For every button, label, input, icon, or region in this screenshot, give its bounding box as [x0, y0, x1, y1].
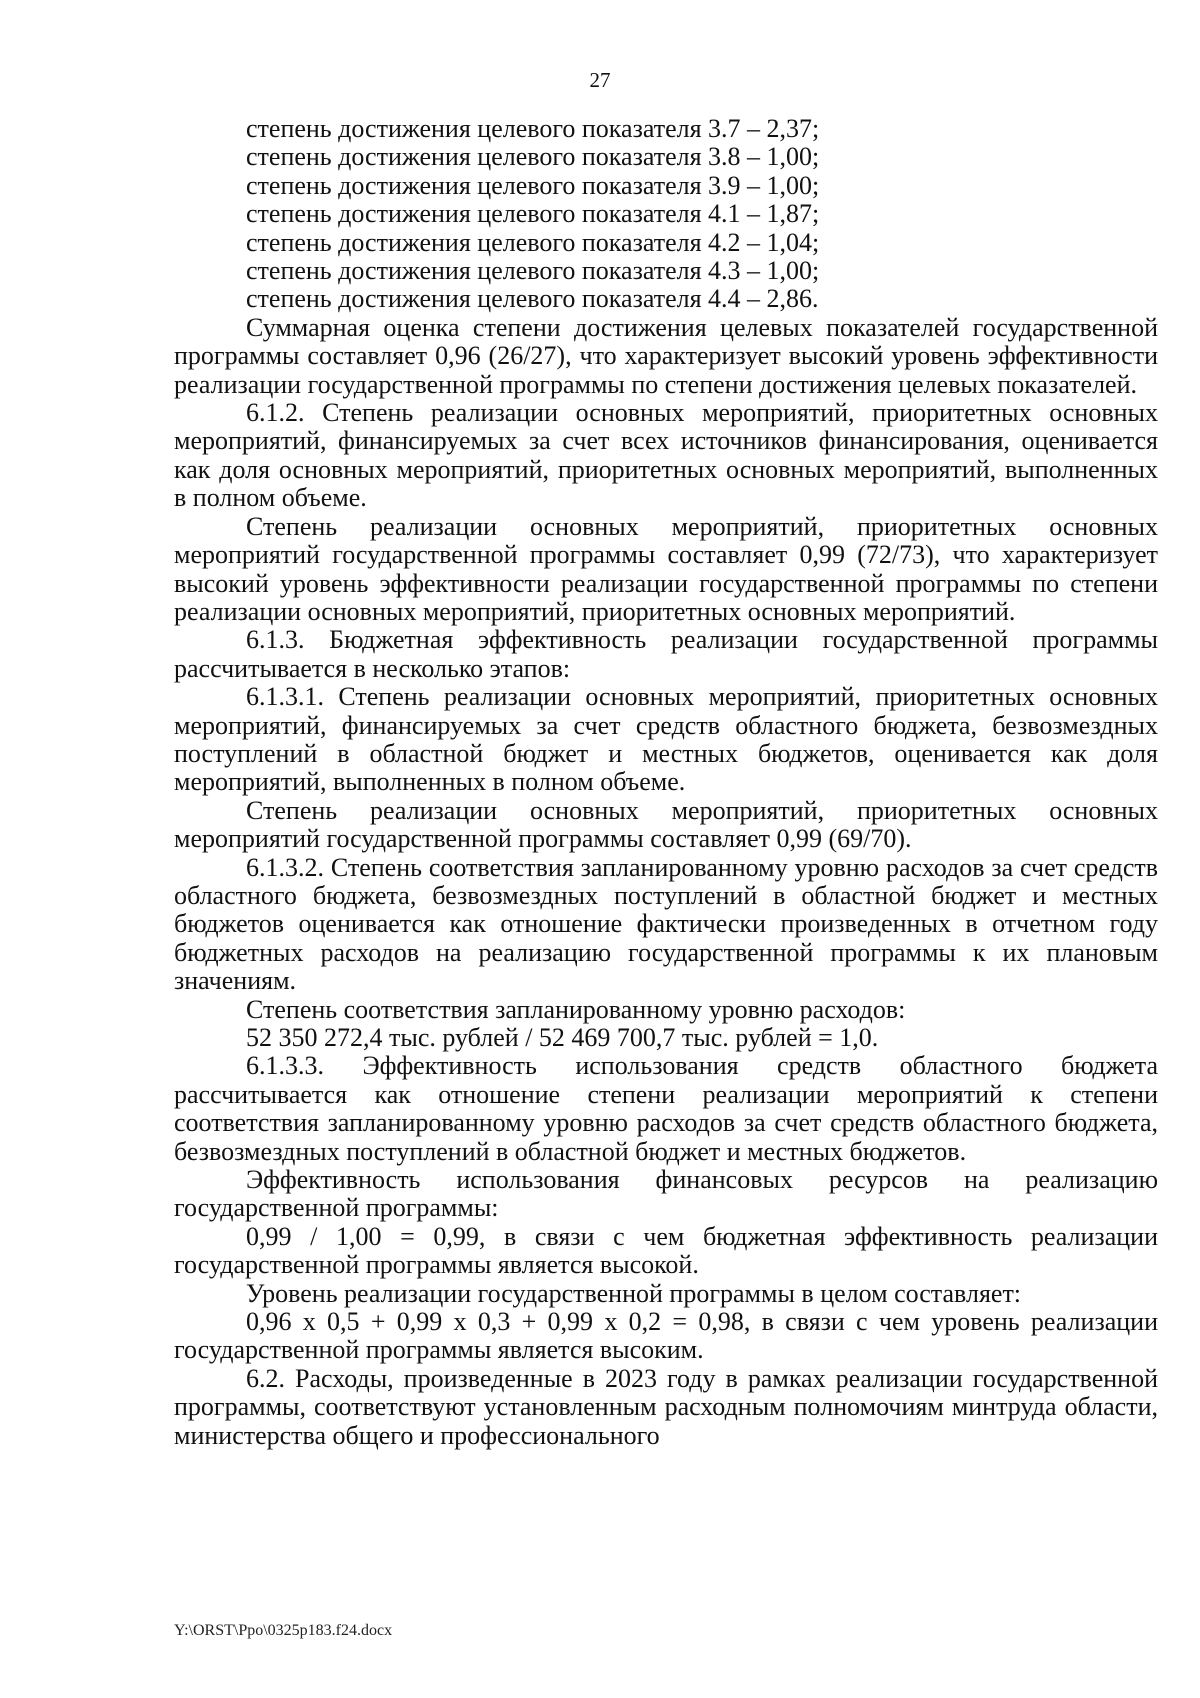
paragraph-6-2: 6.2. Расходы, произведенные в 2023 году в рамках реализации государственной программы, соответствуют установленным расходным полномочиям минтруда области, министерства общего и профессионального	[174, 1363, 1158, 1450]
formula-efficiency: 0,99 / 1,00 = 0,99, в связи с чем бюджетная эффективность реализации государственной программы является высокой.	[174, 1221, 1158, 1280]
indicator-line: степень достижения целевого показателя 4.3 – 1,00;	[246, 256, 820, 286]
paragraph-6-1-3-2: 6.1.3.2. Степень соответствия запланированному уровню расходов за счет средств областного бюджета, безвозмездных поступлений в областной бюджет и местных бюджетов оценивается как отношение фактически произведенных в отчетном году бюджетных расходов на реализацию государственной программы к их плановым значениям.	[174, 852, 1158, 996]
paragraph-6-1-2: 6.1.2. Степень реализации основных мероприятий, приоритетных основных мероприятий, финансируемых за счет всех источников финансирования, оценивается как доля основных мероприятий, приоритетных основных мероприятий, выполненных в полном объеме.	[174, 398, 1158, 513]
indicator-line: степень достижения целевого показателя 3.7 – 2,37;	[246, 114, 820, 143]
paragraph-expense-compliance: Степень соответствия запланированному уровню расходов:	[246, 994, 906, 1024]
paragraph-implementation-degree-2: Степень реализации основных мероприятий, приоритетных основных мероприятий государственной программы составляет 0,99 (69/70).	[174, 795, 1158, 854]
paragraph-6-1-3-3: 6.1.3.3. Эффективность использования средств областного бюджета рассчитывается как отношение степени реализации мероприятий к степени соответствия запланированному уровню расходов за счет средств областного бюджета, безвозмездных поступлений в областной бюджет и местных бюджетов.	[174, 1051, 1158, 1166]
document-body	[174, 115, 1158, 1450]
file-path-footer: Y:\ORST\Ppo\0325p183.f24.docx	[174, 1622, 393, 1639]
paragraph-financial-efficiency: Эффективность использования финансовых ресурсов на реализацию государственной программы:	[174, 1165, 1158, 1223]
indicator-line: степень достижения целевого показателя 3.8 – 1,00;	[246, 142, 820, 172]
formula-expenses: 52 350 272,4 тыс. рублей / 52 469 700,7 тыс. рублей = 1,0.	[246, 1023, 879, 1052]
indicator-line: степень достижения целевого показателя 4.2 – 1,04;	[246, 227, 820, 257]
paragraph-6-1-3-1: 6.1.3.1. Степень реализации основных мероприятий, приоритетных основных мероприятий, финансируемых за счет средств областного бюджета, безвозмездных поступлений в областной бюджет и местных бюджетов, оценивается как доля мероприятий, выполненных в полном объеме.	[174, 682, 1158, 797]
paragraph-6-1-3: 6.1.3. Бюджетная эффективность реализации государственной программы рассчитывается в несколько этапов:	[174, 625, 1158, 683]
indicator-line: степень достижения целевого показателя 3.9 – 1,00;	[246, 170, 820, 200]
paragraph-implementation-degree: Степень реализации основных мероприятий, приоритетных основных мероприятий государственной программы составляет 0,99 (72/73), что характеризует высокий уровень эффективности реализации государственной программы по степени реализации основных мероприятий, приоритетных основных мероприятий.	[174, 511, 1158, 626]
paragraph-overall-level: Уровень реализации государственной программы в целом составляет:	[246, 1278, 1022, 1308]
indicator-line: степень достижения целевого показателя 4.4 – 2,86.	[246, 284, 819, 314]
paragraph-summary-score: Суммарная оценка степени достижения целевых показателей государственной программы составляет 0,96 (26/27), что характеризует высокий уровень эффективности реализации государственной программы по степени достижения целевых показателей.	[174, 312, 1158, 399]
page-number: 27	[589, 68, 611, 92]
indicator-line: степень достижения целевого показателя 4.1 – 1,87;	[246, 199, 820, 229]
formula-overall-level: 0,96 х 0,5 + 0,99 х 0,3 + 0,99 х 0,2 = 0,98, в связи с чем уровень реализации государственной программы является высоким.	[174, 1307, 1158, 1365]
